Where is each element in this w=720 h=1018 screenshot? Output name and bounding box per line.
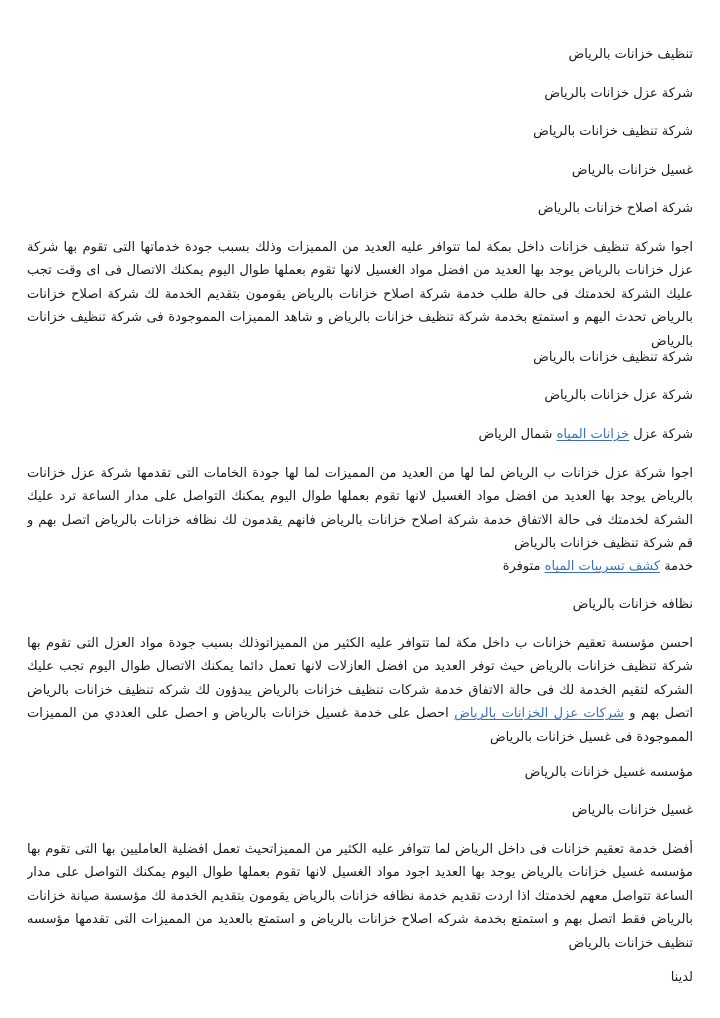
heading-tank-cleanliness: نظافه خزانات بالرياض <box>572 597 693 612</box>
heading-insulation-company-2: شركة عزل خزانات بالرياض <box>544 388 693 403</box>
paragraph-1: اجوا شركة تنظيف خزانات داخل بمكة لما تتوافر عليه العديد من المميزات وذلك بسبب جودة خدماتها التى تقوم بها شركة عزل خزانات بالرياض يوجد بها العديد من افضل مواد الغسيل لانها تقوم بعملها طوال اليوم يمكنك الاتصال فى اى وقت تجب عليك الشركة لخدمتك فى حالة طلب خدمة شركة اصلاح خزانات بالرياض يقومون بتقديم الخدمة لك شركة اصلاح خزانات بالرياض تحدث اليهم و استمتع بخدمة شركة تنظيف خزانات بالرياض و شاهد المميزات المموجودة فى شركة تنظيف خزانات بالرياض <box>27 240 693 349</box>
heading-cleaning-company: شركة تنظيف خزانات بالرياض <box>533 124 693 139</box>
heading-cleaning-company-2: شركة تنظيف خزانات بالرياض <box>533 350 693 365</box>
paragraph-3 <box>27 632 693 752</box>
text-before-link: شركة عزل <box>629 427 693 442</box>
text-after-link: شمال الرياض <box>478 427 557 442</box>
heading-water-tanks-north <box>27 423 693 447</box>
heading-leak-detection <box>27 555 693 579</box>
heading-we-have: لدينا <box>670 970 693 985</box>
water-tanks-link[interactable]: خزانات المياه <box>556 427 630 442</box>
paragraph-3-text-before: احسن مؤسسة تعقيم خزانات ب داخل مكة لما تتوافر عليه الكثير من المميزاتوذلك بسبب جودة مواد العزل التى تقوم بها شركة تنظيف خزانات بالرياض حيث توفر العديد من افضل العازلات لانها تعمل دائما يمكنك الاتصال طوال اليوم تجب عليك الشركه لتقيم الخدمة لك فى حالة الاتفاق خدمة شركات تنظيف خزانات بالرياض يبدؤون لك شركه تنظيف خزانات بالرياض اتصل بهم و <box>27 636 693 722</box>
paragraph-4: أفضل خدمة تعقيم خزانات فى داخل الرياض لما تتوافر عليه الكثير من المميزاتحيث تعمل افضلية العامليين بها التى تقوم بها مؤسسه غسيل خزانات بالرياض يوجد بها العديد اجود مواد الغسيل لانها تقوم بعملها طوال اليوم يمكنك التواصل على مدار الساعة تتواصل معهم لخدمتك اذا اردت تقديم خدمة نظافه خزانات بالرياض يقومون بتقديم الخدمة لك مؤسسة صيانة خزانات بالرياض فقط اتصل بهم و استمتع بخدمة شركه اصلاح خزانات بالرياض و استمتع بالعديد من المميزات التى تقدمها مؤسسه تنظيف خزانات بالرياض <box>27 842 693 951</box>
text-after-link: متوفرة <box>502 559 545 574</box>
heading-washing-tanks-2: غسيل خزانات بالرياض <box>571 803 693 818</box>
text-before-link: خدمة <box>660 559 693 574</box>
insulation-companies-link[interactable]: شركات عزل الخزانات بالرياض <box>454 706 624 722</box>
paragraph-2: اجوا شركة عزل خزانات ب الرياض لما لها من العديد من المميزات لما لها جودة الخامات التى تقدمها شركة عزل خزانات بالرياض يوجد بها العديد من افضل مواد الغسيل لانها تقوم بعملها طوال اليوم يمكنك التواصل على مدار الساعة ترد عليك الشركة لخدمتك فى حالة الاتفاق خدمة شركة اصلاح خزانات بالرياض فانهم يقدمون لك نظافه خزانات بالرياض اتصل بهم و قم شركة تنظيف خزانات بالرياض <box>27 466 693 552</box>
heading-washing-institution: مؤسسه غسيل خزانات بالرياض <box>524 765 693 780</box>
leak-detection-link[interactable]: كشف تسريبات المياه <box>544 559 661 574</box>
heading-cleaning-tanks: تنظيف خزانات بالرياض <box>568 47 693 62</box>
heading-washing-tanks: غسيل خزانات بالرياض <box>571 163 693 178</box>
paragraph-3-text-after: احصل على خدمة غسيل خزانات بالرياض و احصل على العددي من المميزات المموجودة فى غسيل خزانات بالرياض <box>27 706 693 745</box>
heading-repair-company: شركة اصلاح خزانات بالرياض <box>537 201 693 216</box>
heading-insulation-company: شركة عزل خزانات بالرياض <box>544 86 693 101</box>
